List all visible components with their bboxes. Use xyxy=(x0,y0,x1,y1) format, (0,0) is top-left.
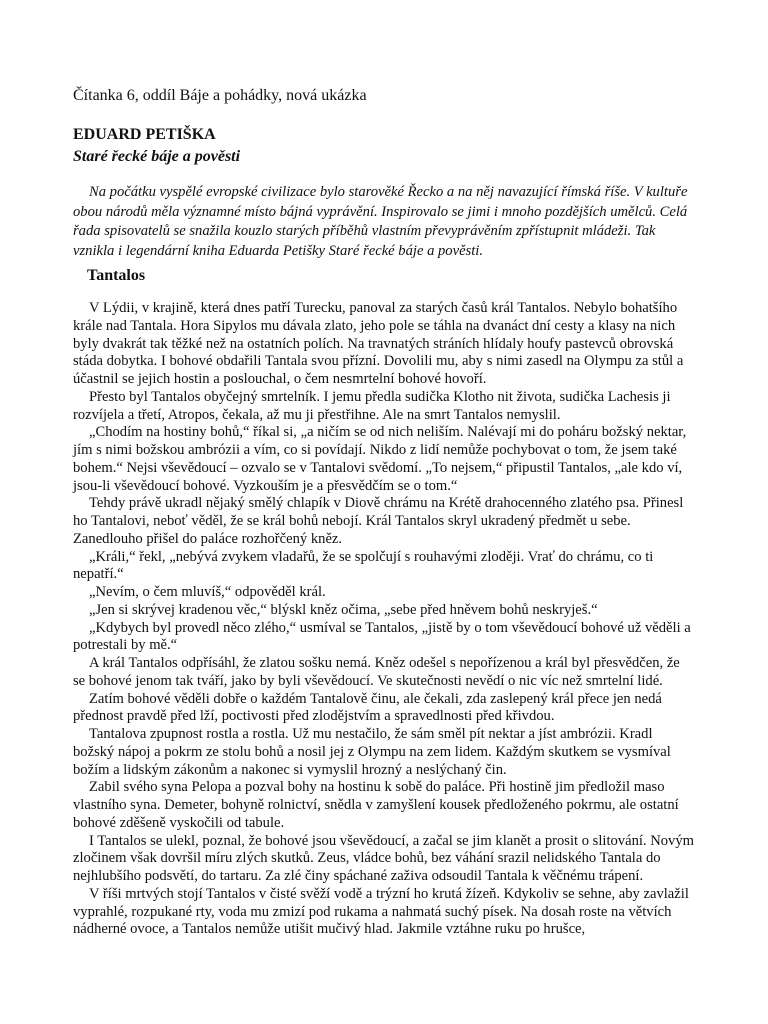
story-paragraph: I Tantalos se ulekl, poznal, že bohové jsou vševědoucí, a začal se jim klanět a prosit o slitování. Novým zločinem však dovršil míru zlých skutků. Zeus, vládce bohů, bez váhání srazil nelidského Tantala do nejhlubšího podsvětí, do tartaru. Za zlé činy spáchané zaživa odsoudil Tantala k věčnému trápení. xyxy=(73,832,695,884)
story-paragraph: „Kdybych byl provedl něco zlého,“ usmíval se Tantalos, „jistě by o tom vševědoucí bohové už věděli a potrestali by mě.“ xyxy=(73,619,691,654)
intro-paragraph: Na počátku vyspělé evropské civilizace bylo starověké Řecko a na něj navazující římská říše. V kultuře obou národů měla významné místo bájná vyprávění. Inspirovalo se jimi i mnoho pozdějších umělců. Celá řada spisovatelů se snažila kouzlo starých příběhů vlastním převyprávěním zpřístupnit mládeži. Tak vznikla i legendární kniha Eduarda Petišky Staré řecké báje a pověsti. xyxy=(73,184,688,259)
book-author: EDUARD PETIŠKA xyxy=(73,126,216,143)
story-body xyxy=(73,300,695,939)
story-paragraph: Přesto byl Tantalos obyčejný smrtelník. I jemu předla sudička Klotho nit života, sudička Lachesis ji rozvíjela a třetí, Atropos, čekala, až mu ji přestřihne. Ale na smrt Tantalos nemyslil. xyxy=(73,388,671,423)
story-paragraph: Tehdy právě ukradl nějaký smělý chlapík v Diově chrámu na Krétě drahocenného zlatého psa. Přinesl ho Tantalovi, neboť věděl, že se král bohů nebojí. Král Tantalos skryl ukradený předmět u sebe. Zanedlouho přišel do paláce rozhořčený kněz. xyxy=(73,495,684,547)
story-paragraph: „Jen si skrývej kradenou věc,“ blýskl kněz očima, „sebe před hněvem bohů neskryješ.“ xyxy=(89,601,598,618)
story-paragraph: Zatím bohové věděli dobře o každém Tantalově činu, ale čekali, zda zaslepený král přece jen nedá přednost pravdě před lží, poctivosti před zlodějstvím a spravedlnosti před křivdou. xyxy=(73,690,662,725)
story-paragraph: Tantalova zpupnost rostla a rostla. Už mu nestačilo, že sám směl pít nektar a jíst ambrózii. Kradl božský nápoj a pokrm ze stolu bohů a nosil jej z Olympu na zem lidem. Každým skutkem se vysmíval božím a lidským zákonům a nakonec si vymyslil hrozný a neslýchaný čin. xyxy=(73,726,671,778)
story-paragraph: „Nevím, o čem mluvíš,“ odpověděl král. xyxy=(89,584,326,600)
story-title: Tantalos xyxy=(87,267,146,284)
story-paragraph: V říši mrtvých stojí Tantalos v čisté svěží vodě a trýzní ho krutá žízeň. Kdykoliv se sehne, aby zavlažil vyprahlé, rozpukané rty, voda mu zmizí pod rukama a nahmatá suchý písek. Na dosah roste na větvích nádherné ovoce, a Tantalos nemůže utišit mučivý hlad. Jakmile vztáhne ruku po hrušce, xyxy=(73,885,689,938)
reader-header: Čítanka 6, oddíl Báje a pohádky, nová ukázka xyxy=(73,87,367,104)
story-paragraph: „Králi,“ řekl, „nebývá zvykem vladařů, že se spolčují s rouhavými zloději. Vrať do chrámu, co ti nepatří.“ xyxy=(73,548,654,583)
book-title: Staré řecké báje a pověsti xyxy=(73,148,241,165)
story-paragraph: Zabil svého syna Pelopa a pozval bohy na hostinu k sobě do paláce. Při hostině jim předložil maso vlastního syna. Demeter, bohyně rolnictví, snědla v zamyšlení kousek předloženého pokrmu, ale ostatní bohové zděšeně vyskočili od tabule. xyxy=(73,779,679,831)
story-paragraph: „Chodím na hostiny bohů,“ říkal si, „a ničím se od nich neliším. Nalévají mi do poháru božský nektar, jím s nimi božskou ambrózii a vím, co si povídají. Nikdo z lidí nemůže pochybovat o tom, že jsem také bohem.“ Nejsi vševědoucí – ozvalo se v Tantalovi svědomí. „To nejsem,“ připustil Tantalos, „ale kdo ví, jsou-li vševědoucí bohové. Vyzkouším je a přesvědčím se o tom.“ xyxy=(73,424,687,494)
story-paragraph: A král Tantalos odpřísáhl, že zlatou sošku nemá. Kněz odešel s nepořízenou a král byl přesvědčen, že se bohové jenom tak tváří, jako by byli vševědoucí. Ve skutečnosti nevědí o nic víc než smrtelní lidé. xyxy=(73,655,680,689)
story-paragraph: V Lýdii, v krajině, která dnes patří Turecku, panoval za starých časů král Tantalos. Nebylo bohatšího krále nad Tantala. Hora Sipylos mu dávala zlato, jeho pole se táhla na dvanáct dní cesty a klasy na nich byly dvakrát tak těžké než na ostatních polích. Na travnatých stráních hlídaly houfy pastevců obrovská stáda dobytka. I bohové obdařili Tantala svou přízní. Dovolili mu, aby s nimi zasedl na Olympu za stůl a účastnil se jejich hostin a poslouchal, o čem nesmrtelní bohové hovoří. xyxy=(73,300,684,387)
